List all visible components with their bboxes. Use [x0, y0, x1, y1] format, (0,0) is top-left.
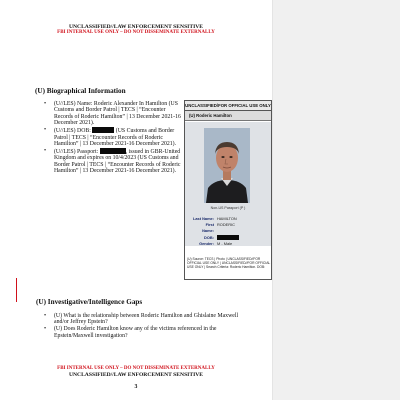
- field-label: Gender:: [199, 240, 214, 246]
- field-label: Last Name:: [193, 216, 214, 221]
- biographical-list: [42, 101, 182, 175]
- top-banner-line2: FBI INTERNAL USE ONLY – DO NOT DISSEMINATE EXTERNALLY: [57, 30, 215, 35]
- field-label: First Name:: [202, 222, 214, 234]
- passport-redaction: [100, 148, 126, 154]
- margin-change-bar: [16, 278, 17, 302]
- passport-prefix: (U//LES) Passport:: [54, 148, 99, 155]
- bottom-banner-line1: FBI INTERNAL USE ONLY – DO NOT DISSEMINATE EXTERNALLY: [57, 366, 215, 371]
- field-label: DOB:: [204, 234, 214, 240]
- card-title: (U) Roderic Hamilton: [185, 111, 271, 121]
- card-body: [185, 122, 271, 246]
- bio-name-item: • (U//LES) Name: Roderic Alexander In Hamilton (US Customs and Border Patrol | TECS | “Encounter Records of Roderic Hamilton” | 13 December 2021-16 December 2021).: [42, 101, 182, 127]
- gaps-heading: (U) Investigative/Intelligence Gaps: [36, 298, 143, 306]
- subject-photo: [204, 128, 250, 203]
- comment-margin-panel: [272, 0, 400, 400]
- field-gender: [193, 241, 239, 247]
- gap-item: • (U) What is the relationship between Roderic Hamilton and Ghislaine Maxwell and/or Jeffrey Epstein?: [42, 313, 242, 326]
- field-first-name: [193, 222, 239, 234]
- gap-item: • (U) Does Roderic Hamilton know any of the victims referenced in the Epstein/Maxwell investigation?: [42, 326, 242, 339]
- top-banner-line1: UNCLASSIFIED//LAW ENFORCEMENT SENSITIVE: [68, 24, 204, 30]
- field-value: HAMILTON: [217, 216, 237, 221]
- dob-redaction: [92, 127, 114, 133]
- card-dob-redaction: [217, 235, 239, 240]
- bio-passport-item: [42, 148, 182, 175]
- top-classification-banner: [0, 24, 272, 36]
- bio-dob-item: [42, 127, 182, 147]
- dob-prefix: (U//LES) DOB:: [54, 128, 91, 135]
- dob-suffix: (US Customs and Border Patrol | TECS | “Encounter Records of Roderic Hamilton” | 13 December 2021-16 December 2021).: [54, 128, 177, 147]
- passport-suffix: , issued in GBR-United Kingdom and expires on 10/4/2023 (US Customs and Border Patrol | TECS | “Encounter Records of Roderic Hamilton” | 13 December 2021-16 December 2021).: [54, 148, 181, 175]
- card-source-footer: (U) Source: TECS | Photo | UNCLASSIFIED//FOR OFFICIAL USE ONLY | UNCLASSIFIED//FOR OFFICIAL USE ONLY | Search Criteria: Roderic Hamilton. DOB:: [187, 257, 271, 269]
- card-fields: [193, 216, 239, 247]
- field-value: RODERIC: [217, 222, 235, 228]
- biographical-heading: (U) Biographical Information: [35, 87, 126, 95]
- bottom-classification-banner: [0, 366, 272, 378]
- photo-caption: Non-US Passport (P ): [210, 206, 246, 210]
- card-classification-header: UNCLASSIFIED/FOR OFFICIAL USE ONLY: [185, 101, 271, 111]
- field-value: M - Male: [217, 240, 233, 246]
- page-number: 3: [134, 384, 138, 390]
- bottom-banner-line2: UNCLASSIFIED//LAW ENFORCEMENT SENSITIVE: [68, 372, 204, 378]
- subject-photo-image: [204, 128, 250, 203]
- gaps-list: [42, 313, 242, 340]
- photo-record-card: [184, 100, 272, 280]
